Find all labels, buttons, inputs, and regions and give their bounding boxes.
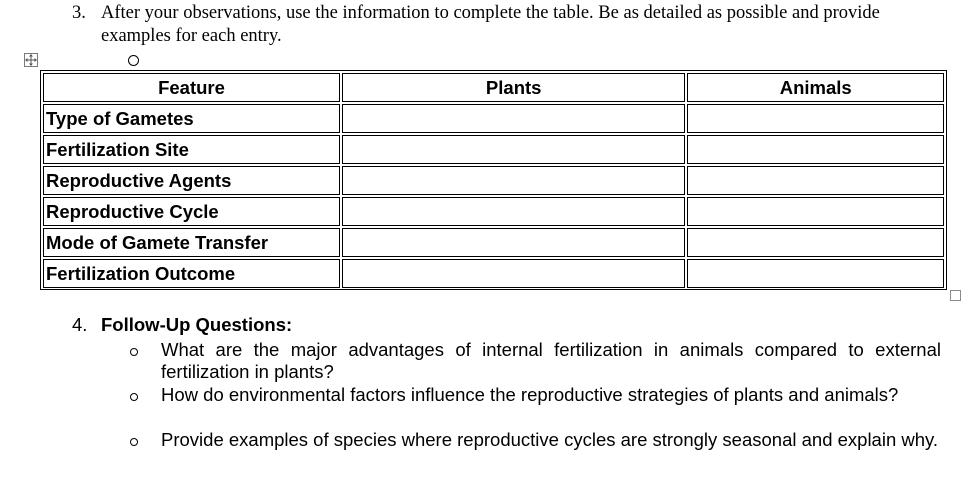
header-animals[interactable]: Animals	[687, 73, 944, 102]
table-resize-handle-icon[interactable]	[950, 290, 961, 301]
question-4-number: 4.	[72, 314, 88, 335]
plants-cell[interactable]	[342, 104, 685, 133]
hollow-bullet-icon	[130, 438, 138, 446]
feature-cell[interactable]: Reproductive Cycle	[43, 197, 340, 226]
animals-cell[interactable]	[687, 104, 944, 133]
table-move-handle-icon[interactable]	[24, 53, 38, 67]
question-3-text: After your observations, use the information to complete the table. Be as detailed as possible and provide examples for each entry.	[101, 3, 880, 46]
feature-cell[interactable]: Mode of Gamete Transfer	[43, 228, 340, 257]
plants-cell[interactable]	[342, 228, 685, 257]
table-row	[43, 166, 944, 195]
table-header-row	[43, 73, 944, 102]
plants-cell[interactable]	[342, 259, 685, 288]
plants-cell[interactable]	[342, 166, 685, 195]
hollow-bullet-icon	[130, 348, 138, 356]
follow-up-question-text: How do environmental factors influence the reproductive strategies of plants and animals?	[161, 384, 899, 405]
hollow-bullet-icon	[130, 393, 138, 401]
header-feature[interactable]: Feature	[43, 73, 340, 102]
feature-cell[interactable]: Fertilization Outcome	[43, 259, 340, 288]
animals-cell[interactable]	[687, 228, 944, 257]
question-3-number: 3.	[72, 3, 86, 23]
animals-cell[interactable]	[687, 135, 944, 164]
empty-bullet-icon[interactable]	[128, 55, 139, 66]
animals-cell[interactable]	[687, 197, 944, 226]
table-row	[43, 135, 944, 164]
animals-cell[interactable]	[687, 259, 944, 288]
plants-cell[interactable]	[342, 197, 685, 226]
plants-cell[interactable]	[342, 135, 685, 164]
feature-cell[interactable]: Type of Gametes	[43, 104, 340, 133]
animals-cell[interactable]	[687, 166, 944, 195]
header-plants[interactable]: Plants	[342, 73, 685, 102]
feature-cell[interactable]: Reproductive Agents	[43, 166, 340, 195]
feature-cell[interactable]: Fertilization Site	[43, 135, 340, 164]
follow-up-question-text: What are the major advantages of internal fertilization in animals compared to external fertilization in plants?	[161, 339, 941, 382]
table-row	[43, 259, 944, 288]
comparison-table	[40, 70, 947, 290]
question-4-heading: Follow-Up Questions:	[101, 314, 293, 335]
follow-up-question-text: Provide examples of species where reproductive cycles are strongly seasonal and explain why.	[161, 429, 939, 450]
table-row	[43, 228, 944, 257]
table-row	[43, 104, 944, 133]
table-row	[43, 197, 944, 226]
